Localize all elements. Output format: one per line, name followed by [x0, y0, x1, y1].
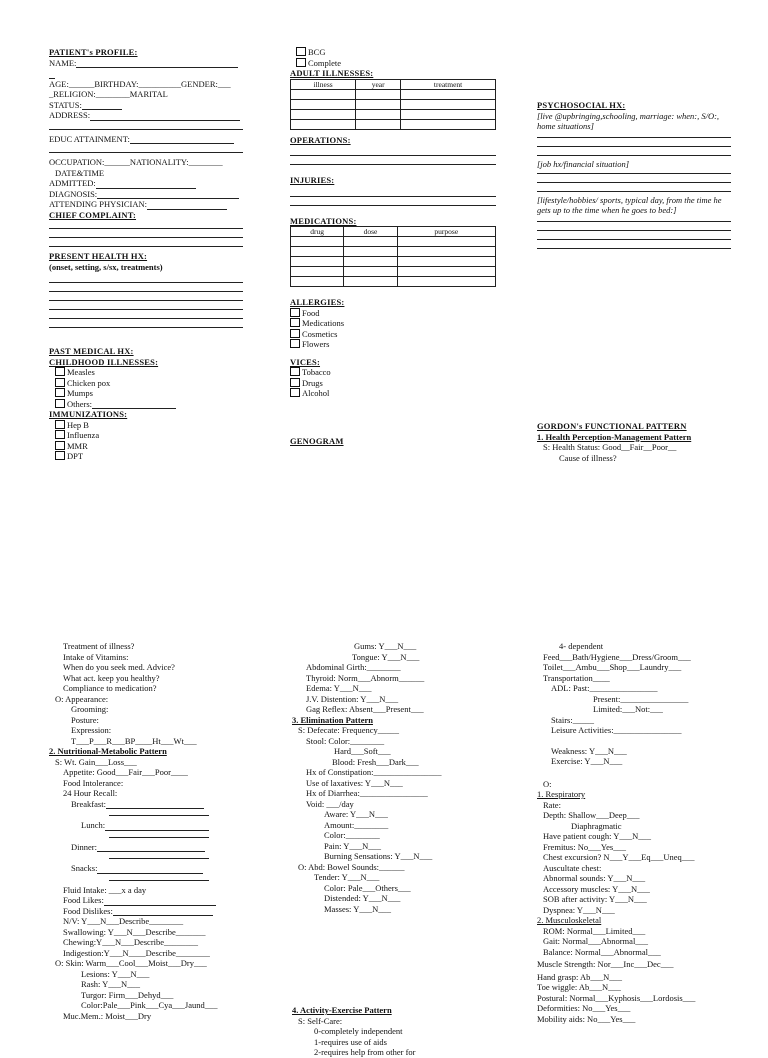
checkbox[interactable] [290, 318, 300, 327]
physician-field[interactable]: ATTENDING PHYSICIAN: [49, 199, 243, 210]
checkbox[interactable] [290, 378, 300, 387]
activity-section [292, 1005, 492, 1058]
checkbox[interactable] [55, 451, 65, 460]
form-line[interactable]: Exercise: Y___N___ [551, 756, 623, 766]
present-line-4[interactable] [49, 309, 243, 310]
form-line[interactable]: Grooming: [71, 704, 109, 714]
form-line[interactable]: Treatment of illness? [63, 641, 135, 651]
injuries-title: INJURIES: [290, 175, 335, 185]
admitted-field[interactable]: ADMITTED: [49, 178, 243, 189]
form-line[interactable]: Leisure Activities:________________ [551, 725, 682, 735]
allergy-flowers[interactable]: Flowers [290, 339, 496, 350]
injuries-line-1[interactable] [290, 196, 496, 197]
pattern-2-title: 2. Nutritional-Metabolic Pattern [49, 746, 167, 756]
checkbox[interactable] [55, 430, 65, 439]
form-line[interactable]: Chewing:Y___N___Describe________ [63, 937, 199, 947]
psycho-line-10[interactable] [537, 248, 731, 249]
psycho-line-1[interactable] [537, 137, 731, 138]
form-line[interactable]: Stairs:_____ [551, 714, 594, 725]
vice-drugs[interactable]: Drugs [290, 378, 496, 389]
pattern-3-title: 3. Elimination Pattern [292, 714, 373, 725]
medications-title: MEDICATIONS: [290, 215, 357, 226]
address-field[interactable]: ADDRESS: [49, 110, 243, 121]
vice-tobacco[interactable]: Tobacco [290, 367, 496, 378]
selfcare-level-1: 1-requires use of aids [314, 1036, 387, 1047]
form-line[interactable]: Abdominal Girth:________ [306, 662, 401, 672]
psycho-line-4[interactable] [537, 173, 731, 174]
checkbox[interactable] [55, 367, 65, 376]
pattern-4-title: 4. Activity-Exercise Pattern [292, 1005, 392, 1015]
checkbox[interactable] [290, 367, 300, 376]
psycho-line-7[interactable] [537, 221, 731, 222]
form-line[interactable]: Lunch: [49, 820, 249, 831]
checkbox[interactable] [290, 339, 300, 348]
immunizations-title: IMMUNIZATIONS: [49, 409, 128, 419]
form-line[interactable]: Amount:________ [324, 819, 389, 830]
form-line[interactable]: Mobility aids: No___Yes___ [537, 1013, 636, 1024]
psycho-line-2[interactable] [537, 146, 731, 147]
immun-item-mmr[interactable]: MMR [49, 441, 243, 452]
form-line[interactable]: Aware: Y___N___ [324, 809, 388, 819]
allergies-title: ALLERGIES: [290, 297, 345, 307]
form-line[interactable]: T___P___R___BP____Ht___Wt___ [71, 735, 197, 746]
selfcare-level-2: 2-requires help from other for [314, 1047, 416, 1057]
genogram-title: GENOGRAM [290, 435, 344, 446]
present-line-1[interactable] [49, 282, 243, 283]
checkbox[interactable] [55, 378, 65, 387]
form-line[interactable]: Dyspnea: Y___N___ [543, 904, 615, 915]
diagnosis-field[interactable]: DIAGNOSIS: [49, 189, 243, 200]
patient-profile-title: PATIENT's PROFILE: [49, 47, 138, 57]
occupation-line[interactable]: OCCUPATION:______NATIONALITY:________ [49, 157, 223, 167]
educ-line[interactable] [49, 152, 243, 153]
recall-line[interactable] [109, 837, 209, 838]
table-header: treatment [401, 79, 496, 89]
allergy-food[interactable]: Food [290, 308, 496, 319]
form-line[interactable]: Rash: Y___N___ [81, 979, 140, 989]
form-line[interactable]: O: Skin: Warm___Cool___Moist___Dry___ [55, 958, 207, 968]
form-line[interactable]: Gums: Y___N___ [354, 641, 417, 651]
present-line-6[interactable] [49, 327, 243, 328]
present-line-5[interactable] [49, 318, 243, 319]
name-continuation [49, 68, 243, 79]
form-line[interactable]: Appetite: Good___Fair___Poor____ [63, 767, 188, 777]
form-line[interactable]: Posture: [71, 714, 99, 725]
objective-label: O: [543, 778, 552, 789]
psycho-line-3[interactable] [537, 155, 731, 156]
bottom-column-two [292, 641, 492, 914]
respiratory-title: 1. Respiratory [537, 789, 586, 799]
immun-item-influenza[interactable]: Influenza [49, 430, 243, 441]
form-line[interactable]: ADL: Past:________________ [551, 683, 658, 693]
recall-line[interactable] [109, 880, 209, 881]
form-line[interactable]: Snacks: [49, 863, 249, 874]
table-row[interactable] [291, 247, 496, 257]
form-line[interactable]: Transportation____ [543, 672, 610, 683]
form-line[interactable]: Hx of Constipation:________________ [306, 767, 442, 777]
form-line[interactable]: Compliance to medication? [63, 683, 157, 693]
psychosocial-prompt-3: [lifestyle/hobbies/ sports, typical day, from the time he gets up to the time when he goes to bed:] [537, 194, 722, 215]
form-line[interactable]: Food Dislikes: [49, 906, 249, 917]
psychosocial-title: PSYCHOSOCIAL HX: [537, 100, 626, 110]
operations-line-2[interactable] [290, 164, 496, 165]
form-line[interactable]: Intake of Vitamins: [63, 651, 129, 662]
form-line[interactable]: Burning Sensations: Y___N___ [324, 851, 433, 861]
checkbox[interactable] [296, 47, 306, 56]
table-row[interactable] [291, 277, 496, 287]
form-line[interactable]: Muscle Strength: Nor___Inc___Dec___ [537, 959, 674, 969]
form-line[interactable]: Thyroid: Norm___Abnorm______ [306, 672, 425, 683]
table-row[interactable] [291, 99, 496, 109]
form-line[interactable]: Gag Reflex: Absent___Present___ [306, 704, 424, 714]
form-line[interactable]: ROM: Normal___Limited___ [543, 925, 646, 936]
form-line[interactable]: Have patient cough: Y___N___ [543, 831, 652, 841]
form-line[interactable]: Pain: Y___N___ [324, 840, 382, 851]
psychosocial-prompt-2: [job hx/financial situation] [537, 158, 630, 169]
child-item-measles[interactable]: Measles [49, 367, 243, 378]
datetime-label: DATE&TIME [55, 167, 105, 178]
form-line[interactable]: J.V. Distention: Y___N___ [306, 693, 399, 704]
form-line[interactable]: N/V: Y___N___Describe________ [63, 916, 184, 926]
form-line[interactable]: Gait: Normal___Abnormal___ [543, 936, 649, 946]
form-line[interactable]: Abnormal sounds: Y___N___ [543, 873, 646, 883]
form-line[interactable]: Balance: Normal___Abnormal___ [543, 946, 661, 957]
child-item-chickenpox[interactable]: Chicken pox [49, 378, 243, 389]
checkbox[interactable] [290, 388, 300, 397]
checkbox[interactable] [55, 399, 65, 408]
table-row[interactable] [291, 119, 496, 129]
adult-illnesses-title: ADULT ILLNESSES: [290, 68, 374, 78]
form-line[interactable]: Dinner: [49, 842, 249, 853]
table-row[interactable] [291, 89, 496, 99]
checkbox[interactable] [55, 388, 65, 397]
form-line[interactable]: Indigestion:Y___N____Describe________ [63, 947, 210, 958]
age-line[interactable]: AGE:______BIRTHDAY:__________GENDER:___ [49, 78, 231, 89]
present-line-3[interactable] [49, 300, 243, 301]
table-row[interactable] [291, 109, 496, 119]
form-line[interactable]: Rate: [543, 799, 561, 810]
form-line[interactable]: Swallowing: Y___N___Describe_______ [63, 926, 206, 937]
form-line[interactable]: Distended: Y___N___ [324, 893, 401, 903]
child-item-others[interactable]: Others: [49, 399, 243, 410]
bottom-column-one [49, 641, 249, 1021]
chief-line-2[interactable] [49, 237, 243, 238]
checkbox[interactable] [290, 308, 300, 317]
vice-alcohol[interactable]: Alcohol [290, 388, 496, 399]
present-line-2[interactable] [49, 291, 243, 292]
psychosocial-prompt-1: [live @upbringing,schooling, marriage: when:, S/O:, home situations] [537, 110, 720, 131]
form-line[interactable]: Present:________________ [593, 693, 689, 704]
complete-item[interactable]: Complete [290, 58, 496, 69]
status-field[interactable]: STATUS: [49, 100, 243, 111]
form-line[interactable]: 24 Hour Recall: [63, 788, 118, 798]
form-line[interactable]: Weakness: Y___N___ [551, 745, 627, 756]
form-line[interactable]: Fremitus: No___Yes___ [543, 841, 626, 852]
form-line[interactable]: Fluid Intake: ___x a day [63, 884, 147, 895]
table-row[interactable] [291, 237, 496, 247]
form-line[interactable]: Breakfast: [49, 799, 249, 810]
adult-illness-table[interactable] [290, 79, 496, 130]
form-line[interactable]: Hand grasp: Ab___N___ [537, 971, 622, 982]
chief-line-1[interactable] [49, 228, 243, 229]
psycho-line-8[interactable] [537, 230, 731, 231]
form-line[interactable]: Hard___Soft___ [334, 746, 391, 756]
chief-complaint-title: CHIEF COMPLAINT: [49, 209, 137, 220]
table-row[interactable] [291, 257, 496, 267]
form-line[interactable]: Edema: Y___N___ [306, 683, 372, 693]
checkbox[interactable] [296, 58, 306, 67]
psycho-line-9[interactable] [537, 239, 731, 240]
checkbox[interactable] [290, 329, 300, 338]
form-line[interactable]: Limited:___Not:___ [593, 704, 663, 714]
form-line[interactable]: Color:Pale___Pink___Cya___Jaund___ [81, 1000, 218, 1010]
gordon-section [537, 421, 731, 463]
table-row[interactable] [291, 267, 496, 277]
form-line[interactable]: Accessory muscles: Y___N___ [543, 883, 650, 894]
allergy-medications[interactable]: Medications [290, 318, 496, 329]
checkbox[interactable] [55, 420, 65, 429]
form-line[interactable]: Void: ___/day [306, 798, 354, 809]
table-header: year [356, 79, 401, 89]
table-header: illness [291, 79, 356, 89]
name-field[interactable]: NAME: [49, 58, 243, 69]
form-line[interactable]: Toe wiggle: Ab___N___ [537, 982, 621, 992]
address-line[interactable] [49, 129, 243, 130]
form-line[interactable]: O: Appearance: [55, 693, 109, 704]
past-medical-title: PAST MEDICAL HX: [49, 346, 134, 356]
operations-title: OPERATIONS: [290, 134, 351, 145]
past-medical-section [49, 346, 243, 462]
selfcare-label: S: Self-Care: [298, 1015, 343, 1026]
vices-title: VICES: [290, 356, 321, 367]
form-line[interactable]: Turgor: Firm___Dehyd___ [81, 989, 174, 1000]
musculoskeletal-title: 2. Musculoskeletal [537, 915, 602, 925]
table-header: dose [344, 227, 397, 237]
injuries-line-2[interactable] [290, 205, 496, 206]
checkbox[interactable] [55, 441, 65, 450]
psycho-line-5[interactable] [537, 182, 731, 183]
table-header: drug [291, 227, 344, 237]
table-header-row [291, 227, 496, 237]
chief-line-3[interactable] [49, 246, 243, 247]
form-line[interactable]: Diaphragmatic [571, 820, 622, 831]
form-line[interactable]: S: Defecate: Frequency_____ [298, 725, 400, 735]
form-line[interactable]: Depth: Shallow___Deep___ [543, 810, 640, 820]
pattern-1-title: 1. Health Perception-Management Pattern [537, 431, 692, 442]
form-line[interactable]: When do you seek med. Advice? [63, 662, 175, 672]
patient-profile-section [49, 47, 243, 247]
recall-line[interactable] [109, 815, 209, 816]
form-line[interactable]: Food Likes: [49, 895, 249, 906]
form-line[interactable]: Food Intolerance: [63, 777, 124, 788]
form-line[interactable]: Postural: Normal___Kyphosis___Lordosis___ [537, 992, 696, 1003]
present-health-section [49, 251, 243, 328]
form-line: 4- dependent [559, 641, 604, 651]
form-line[interactable]: Chest excursion? N___Y___Eq___Uneq___ [543, 852, 695, 862]
table-header: purpose [397, 227, 495, 237]
form-line[interactable]: Color: Pale___Others___ [324, 882, 411, 893]
bcg-item[interactable]: BCG [290, 47, 496, 58]
form-line[interactable]: Feed___Bath/Hygiene___Dress/Groom___ [543, 651, 691, 662]
recall-line[interactable] [109, 858, 209, 859]
health-status-line[interactable]: S: Health Status: Good__Fair__Poor__ [543, 442, 677, 452]
form-line[interactable]: Lesions: Y___N___ [81, 968, 150, 979]
form-line[interactable]: Auscultate chest: [543, 862, 602, 873]
form-line[interactable]: Stool: Color:________ [306, 735, 385, 746]
form-line[interactable]: Color:________ [324, 830, 380, 840]
form-line[interactable]: Expression: [71, 725, 112, 735]
form-line[interactable]: O: Abd: Bowel Sounds:______ [298, 861, 405, 872]
childhood-illnesses-title: CHILDHOOD ILLNESSES: [49, 356, 159, 367]
form-line[interactable]: Use of laxatives: Y___N___ [306, 777, 403, 788]
form-line[interactable]: What act. keep you healthy? [63, 672, 160, 683]
child-item-mumps[interactable]: Mumps [49, 388, 243, 399]
present-health-sub: (onset, setting, s/sx, treatments) [49, 261, 163, 272]
psycho-line-6[interactable] [537, 191, 731, 192]
cause-of-illness[interactable]: Cause of illness? [559, 452, 617, 463]
form-line[interactable]: Tongue: Y___N___ [352, 651, 420, 662]
selfcare-level-0: 0-completely independent [314, 1026, 403, 1036]
gordon-title: GORDON's FUNCTIONAL PATTERN [537, 421, 687, 431]
present-health-title: PRESENT HEALTH HX: [49, 251, 148, 261]
religion-line[interactable]: _RELIGION:________MARITAL [49, 89, 168, 99]
form-line[interactable]: Hx of Diarrhea:________________ [306, 788, 428, 798]
operations-line-1[interactable] [290, 155, 496, 156]
form-line[interactable]: Deformities: No___Yes___ [537, 1003, 631, 1013]
form-line[interactable]: Toilet___Ambu___Shop___Laundry___ [543, 662, 682, 672]
educ-field[interactable]: EDUC ATTAINMENT: [49, 134, 243, 145]
psychosocial-section [537, 100, 731, 249]
table-header-row [291, 79, 496, 89]
form-line[interactable]: Muc.Mem.: Moist___Dry [63, 1010, 152, 1021]
form-line[interactable]: Masses: Y___N___ [324, 903, 391, 914]
immun-item-dpt[interactable]: DPT [49, 451, 243, 462]
allergy-cosmetics[interactable]: Cosmetics [290, 329, 496, 340]
bottom-column-three [537, 641, 737, 1024]
form-line[interactable]: S: Wt. Gain___Loss___ [55, 756, 137, 767]
column-two [290, 47, 496, 446]
form-line[interactable]: Tender: Y___N___ [314, 872, 380, 882]
medications-table[interactable] [290, 226, 496, 287]
form-line[interactable]: SOB after activity: Y___N___ [543, 894, 647, 904]
immun-item-hepb[interactable]: Hep B [49, 420, 243, 431]
form-line[interactable]: Blood: Fresh___Dark___ [332, 756, 419, 767]
